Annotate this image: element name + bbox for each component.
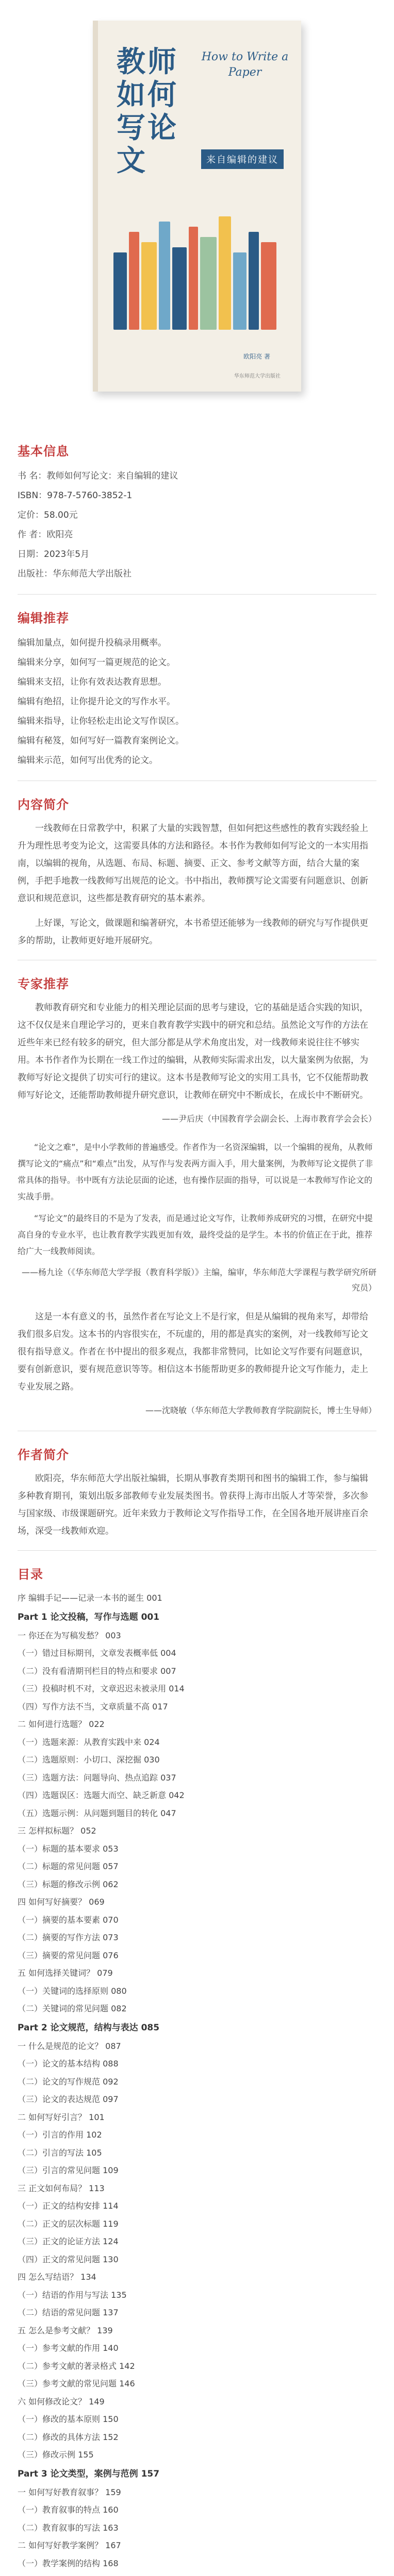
toc-entry: （一）论文的基本结构 088 — [18, 2059, 119, 2069]
editor-rec-line: 编辑来支招，让你有效表达教育思想。 — [18, 677, 167, 687]
editor-rec-line: 编辑来示范，如何写出优秀的论文。 — [18, 755, 158, 766]
toc-entry: 三 怎样拟标题？ 052 — [18, 1826, 96, 1836]
toc-entry: （一）教育叙事的特点 160 — [18, 2505, 119, 2515]
book-cover — [93, 21, 301, 392]
expert-rec-paragraph: “论文之难”，是中小学教师的普遍感受。作者作为一名资深编辑，以一个编辑的视角，从教师撰写论文的“痛点”和“难点”出发，从写作与发表两方面入手，用大量案例，为教师写论文提供了非常具体的指导。书中既有方法论层面的论述，也有操作层面的指导，可以说是一本教师写作论文的实战手册。 — [18, 1142, 373, 1201]
toc-entry: 四 如何写好摘要？ 069 — [18, 1897, 105, 1907]
editor-rec-line: 编辑有绝招，让你提升论文的写作水平。 — [18, 697, 175, 707]
toc-entry: （一）引言的作用 102 — [18, 2130, 102, 2140]
toc-entry: （二）论文的写作规范 092 — [18, 2076, 119, 2087]
basic-info-line: ISBN：978-7-5760-3852-1 — [18, 490, 133, 501]
toc-entry: 二 如何写好教学案例？ 167 — [18, 2540, 121, 2550]
toc-entry: （一）修改的基本原则 150 — [18, 2414, 119, 2424]
toc-entry: （一）参考文献的作用 140 — [18, 2343, 119, 2353]
basic-info-heading: 基本信息 — [18, 444, 69, 459]
editor-rec-line: 编辑来分享，如何写一篇更规范的论文。 — [18, 657, 175, 668]
toc-entry: （三）正文的论证方法 124 — [18, 2236, 119, 2246]
toc-entry: （一）选题来源：从教育实践中来 024 — [18, 1737, 160, 1747]
basic-info-line: 日期：2023年5月 — [18, 549, 90, 560]
divider — [18, 1550, 376, 1551]
toc-entry: （二）摘要的写作方法 073 — [18, 1933, 119, 1942]
toc-entry: （三）摘要的常见问题 076 — [18, 1950, 119, 1960]
basic-info-section — [0, 441, 394, 584]
toc-part-title: Part 2 论文规范，结构与表达 085 — [18, 2022, 160, 2033]
toc-entry: 一 你还在为写稿发愁？ 003 — [18, 1630, 121, 1640]
editor-rec-line: 编辑来指导，让你轻松走出论文写作误区。 — [18, 716, 184, 726]
toc-entry: 三 正文如何布局？ 113 — [18, 2183, 105, 2193]
toc-entry: 四 怎么写结语？ 134 — [18, 2272, 96, 2282]
expert-rec-section — [0, 974, 394, 1418]
toc-entry: 二 如何进行选题？ 022 — [18, 1719, 105, 1729]
toc-entry: （二）关键词的常见问题 082 — [18, 2004, 127, 2013]
toc-entry: （二）没有看清期刊栏目的特点和要求 007 — [18, 1666, 176, 1676]
basic-info-line: 出版社：华东师范大学出版社 — [18, 569, 132, 579]
toc-entry: （四）写作方法不当，文章质量不高 017 — [18, 1701, 168, 1711]
toc-entry: （二）修改的具体方法 152 — [18, 2432, 119, 2442]
toc-entry: （二）标题的常见问题 057 — [18, 1861, 119, 1871]
expert-rec-heading: 专家推荐 — [18, 977, 69, 991]
basic-info-line: 书 名：教师如何写论文：来自编辑的建议 — [18, 471, 178, 481]
toc-entry: （四）正文的常见问题 130 — [18, 2254, 119, 2264]
toc-entry: （一）错过目标期刊，文章发表概率低 004 — [18, 1648, 176, 1658]
toc-entry: （一）结语的作用与写法 135 — [18, 2290, 127, 2300]
toc-entry: （二）正文的层次标题 119 — [18, 2218, 119, 2229]
content-intro-paragraph: 上好课，写论文，做课题和编著研究，本书希望还能够为一线教师的研究与写作提供更多的帮助，让教师更好地开展研究。 — [18, 918, 368, 946]
toc-entry: （三）论文的表达规范 097 — [18, 2094, 119, 2104]
editor-rec-line: 编辑有秘笈，如何写好一篇教育案例论文。 — [18, 736, 184, 746]
toc-entry: （三）引言的常见问题 109 — [18, 2165, 119, 2175]
toc-entry: （三）参考文献的常见问题 146 — [18, 2379, 135, 2388]
book-cover-area — [0, 0, 394, 428]
toc-part-title: Part 1 论文投稿，写作与选题 001 — [18, 1612, 160, 1622]
toc-entry: （三）投稿时机不对，文章迟迟未被录用 014 — [18, 1684, 185, 1693]
toc-entry — [18, 2572, 376, 2576]
toc-part-title: Part 3 论文类型，案例与范例 157 — [18, 2468, 160, 2479]
toc-entry: 六 如何修改论文？ 149 — [18, 2396, 105, 2406]
toc-entry: （三）标题的修改示例 062 — [18, 1879, 119, 1889]
toc-entry: 序 编辑手记——记录一本书的诞生 001 — [18, 1593, 162, 1603]
cover-publisher: 华东师范大学出版社 — [234, 374, 281, 379]
toc-entry: 五 如何选择关键词？ 079 — [18, 1968, 113, 1978]
author-intro-heading: 作者简介 — [18, 1448, 69, 1462]
toc-entry: （一）教学案例的结构 168 — [18, 2558, 119, 2568]
expert-rec-paragraph: 这是一本有意义的书，虽然作者在写论文上不是行家，但是从编辑的视角来写，却带给我们很多启发。这本书的内容很实在，不玩虚的，用的都是真实的案例，对一线教师写论文很有指导意义。作者在书中提出的很多观点，我都非常赞同，比如论文写作要有问题意识，要有创新意识，要有规范意识等等。相信这本书能帮助更多的教师提升论文写作能力，走上专业发展之路。 — [18, 1312, 368, 1392]
toc-entry: （二）结语的常见问题 137 — [18, 2308, 119, 2317]
toc-heading: 目录 — [18, 1567, 43, 1582]
toc-entry: 一 如何写好教育叙事？ 159 — [18, 2487, 121, 2497]
toc-entry: 一 什么是规范的论文？ 087 — [18, 2041, 121, 2051]
toc-entry: （一）正文的结构安排 114 — [18, 2201, 119, 2211]
content-intro-section — [0, 794, 394, 950]
toc-entry: 二 如何写好引言？ 101 — [18, 2112, 105, 2122]
toc-entry: （四）选题误区：选题大而空、缺乏新意 042 — [18, 1790, 185, 1800]
toc-entry: （二）引言的写法 105 — [18, 2147, 102, 2158]
toc-entry: （三）修改示例 155 — [18, 2450, 94, 2460]
bookshelf-illustration — [113, 206, 278, 330]
content-intro-heading: 内容简介 — [18, 798, 69, 812]
author-intro-section — [0, 1445, 394, 1540]
toc-section — [0, 1564, 394, 2576]
expert-rec-paragraph: 教师教育研究和专业能力的相关理论层面的思考与建设，它的基础是适合实践的知识，这不仅仅是来自理论学习的，更来自教育教学实践中的研究和总结。虽然论文写作的方法在近些年来已经有较多的研究，但大部分都是从学术角度出发，对一线教师来说往往不够实用。本书作者作为长期在一线工作过的编辑，从教师实际需求出发，以大量案例为依据，为教师写好论文提供了切实可行的建议。这本书是教师写论文的实用工具书，它不仅能帮助教师写好论文，还能帮助教师提升研究意识，让教师在研究中不断成长，在成长中不断研究。 — [18, 1003, 368, 1100]
divider — [18, 594, 376, 595]
toc-entry: （一）摘要的基本要素 070 — [18, 1914, 119, 1925]
expert-signature-3: ——沈晓敏（华东师范大学教师教育学院副院长，博士生导师） — [145, 1405, 376, 1415]
expert-signature-1: ——尹后庆（中国教育学会副会长、上海市教育学会会长） — [161, 1114, 376, 1124]
editor-rec-heading: 编辑推荐 — [18, 611, 69, 625]
toc-entry: （二）选题原则：小切口、深挖掘 030 — [18, 1755, 160, 1765]
content-intro-paragraph: 一线教师在日常教学中，积累了大量的实践智慧，但如何把这些感性的教育实践经验上升为理性思考变为论文，这需要具体的方法和路径。本书作为教师如何写论文的一本实用指南，以编辑的视角，从选题、布局、标题、摘要、正文、参考文献等方面，结合大量的案例，手把手地教一线教师写出规范的论文。书中指出，教师撰写论文需要有问题意识、创新意识和规范意识，这些都是教育研究的基本素养。 — [18, 823, 368, 904]
basic-info-line: 作 者：欧阳亮 — [18, 530, 73, 540]
author-intro-paragraph: 欧阳亮，华东师范大学出版社编辑，长期从事教育类期刊和图书的编辑工作，参与编辑多种教育期刊，策划出版多部教师专业发展类图书。曾获得上海市出版人才等荣誉，多次参与国家级、市级课题研究。近年来致力于教师论文写作指导工作，在全国各地开展讲座百余场，深受一线教师欢迎。 — [18, 1473, 368, 1536]
toc-entry: （一）标题的基本要求 053 — [18, 1843, 119, 1854]
toc-entry: （三）选题方法：问题导向、热点追踪 037 — [18, 1772, 176, 1783]
toc-entry: （五）选题示例：从问题到题目的转化 047 — [18, 1808, 176, 1818]
toc-entry: （二）教育叙事的写法 163 — [18, 2522, 119, 2533]
cover-english-title: How to Write a Paper — [201, 50, 289, 79]
cover-title: 教师如何写论文 — [117, 45, 178, 178]
toc-entry: （二）参考文献的著录格式 142 — [18, 2361, 135, 2371]
editor-rec-section — [0, 608, 394, 770]
cover-subtitle: 来自编辑的建议 — [201, 149, 284, 169]
toc-entry: 五 怎么是参考文献？ 139 — [18, 2325, 113, 2335]
basic-info-line: 定价：58.00元 — [18, 510, 78, 520]
book-spine — [93, 21, 98, 392]
editor-rec-line: 编辑加量点，如何提升投稿录用概率。 — [18, 638, 167, 648]
cover-author: 欧阳亮 著 — [243, 353, 270, 360]
expert-signature-2: ——杨九诠（《华东师范大学学报（教育科学版）》主编，编审，华东师范大学课程与教学研究所研究员） — [21, 1267, 376, 1293]
toc-entry: （一）关键词的选择原则 080 — [18, 1986, 127, 1996]
expert-rec-paragraph: “写论文”的最终目的不是为了发表，而是通过论文写作，让教师养成研究的习惯，在研究中提高自身的专业水平，也让教育教学实践更加有效，最终受益的是学生。本书的价值正在于此，推荐给广大一线教师阅读。 — [18, 1213, 373, 1256]
